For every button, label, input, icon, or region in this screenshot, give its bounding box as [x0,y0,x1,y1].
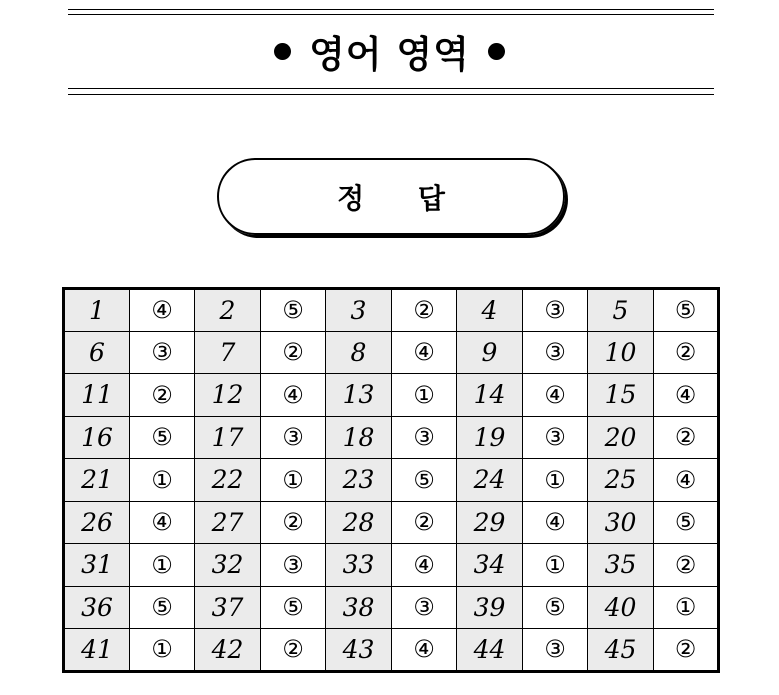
question-number: 15 [588,374,654,417]
answer-choice: ② [261,501,326,544]
question-number: 25 [588,459,654,502]
question-number: 29 [457,501,523,544]
answer-choice: ② [654,331,719,374]
question-number: 24 [457,459,523,502]
question-number: 1 [64,289,130,332]
question-number: 19 [457,416,523,459]
question-number: 20 [588,416,654,459]
header-rule-bottom-1 [68,88,714,89]
answer-choice: ③ [261,544,326,587]
answer-choice: ① [130,629,195,672]
answer-choice: ② [261,629,326,672]
answer-row [64,586,719,629]
answer-choice: ① [130,544,195,587]
question-number: 22 [195,459,261,502]
answer-choice: ③ [261,416,326,459]
question-number: 18 [326,416,392,459]
question-number: 6 [64,331,130,374]
answer-choice: ④ [523,374,588,417]
question-number: 5 [588,289,654,332]
question-number: 34 [457,544,523,587]
answer-choice: ① [523,544,588,587]
question-number: 35 [588,544,654,587]
question-number: 32 [195,544,261,587]
answer-choice: ② [392,501,457,544]
question-number: 33 [326,544,392,587]
answer-row [64,416,719,459]
question-number: 28 [326,501,392,544]
answer-table [62,287,720,673]
answer-choice: ② [654,544,719,587]
answer-label: 정 답 [337,181,467,215]
answer-row [64,501,719,544]
answer-choice: ④ [261,374,326,417]
question-number: 13 [326,374,392,417]
bullet-dot-left [274,43,291,60]
answer-choice: ④ [654,374,719,417]
answer-choice: ⑤ [654,289,719,332]
answer-choice: ② [261,331,326,374]
question-number: 10 [588,331,654,374]
question-number: 9 [457,331,523,374]
answer-choice: ② [392,289,457,332]
question-number: 38 [326,586,392,629]
question-number: 30 [588,501,654,544]
question-number: 23 [326,459,392,502]
answer-choice: ② [130,374,195,417]
question-number: 44 [457,629,523,672]
question-number: 43 [326,629,392,672]
answer-choice: ④ [392,544,457,587]
answer-choice: ① [261,459,326,502]
question-number: 12 [195,374,261,417]
answer-choice: ⑤ [261,289,326,332]
answer-choice: ⑤ [130,586,195,629]
answer-choice: ③ [130,331,195,374]
answer-choice: ③ [523,289,588,332]
answer-choice: ④ [654,459,719,502]
answer-choice: ⑤ [130,416,195,459]
answer-row [64,544,719,587]
title-text: 영어 영역 [309,33,470,76]
question-number: 3 [326,289,392,332]
question-number: 31 [64,544,130,587]
answer-choice: ② [654,629,719,672]
answer-choice: ⑤ [654,501,719,544]
question-number: 11 [64,374,130,417]
question-number: 16 [64,416,130,459]
question-number: 21 [64,459,130,502]
answer-row [64,374,719,417]
question-number: 37 [195,586,261,629]
answer-choice: ⑤ [261,586,326,629]
answer-choice: ④ [130,501,195,544]
question-number: 41 [64,629,130,672]
page-title [0,18,779,84]
question-number: 39 [457,586,523,629]
answer-choice: ④ [523,501,588,544]
header-rule-top-2 [68,14,714,15]
answer-choice: ④ [130,289,195,332]
answer-choice: ③ [523,629,588,672]
question-number: 7 [195,331,261,374]
header-rule-top-1 [68,9,714,10]
bullet-dot-right [488,43,505,60]
answer-choice: ④ [392,331,457,374]
question-number: 14 [457,374,523,417]
answer-label-box [217,158,565,235]
answer-choice: ① [130,459,195,502]
question-number: 26 [64,501,130,544]
answer-choice: ③ [392,586,457,629]
answer-choice: ③ [523,416,588,459]
answer-row [64,289,719,332]
answer-row [64,629,719,672]
answer-row [64,331,719,374]
question-number: 45 [588,629,654,672]
answer-choice: ⑤ [392,459,457,502]
answer-choice: ③ [392,416,457,459]
answer-choice: ① [523,459,588,502]
answer-choice: ⑤ [523,586,588,629]
question-number: 8 [326,331,392,374]
answer-choice: ③ [523,331,588,374]
answer-choice: ① [654,586,719,629]
question-number: 2 [195,289,261,332]
question-number: 42 [195,629,261,672]
header-rule-bottom-2 [68,94,714,95]
answer-row [64,459,719,502]
answer-choice: ④ [392,629,457,672]
question-number: 4 [457,289,523,332]
question-number: 27 [195,501,261,544]
question-number: 36 [64,586,130,629]
question-number: 40 [588,586,654,629]
answer-choice: ① [392,374,457,417]
question-number: 17 [195,416,261,459]
answer-choice: ② [654,416,719,459]
